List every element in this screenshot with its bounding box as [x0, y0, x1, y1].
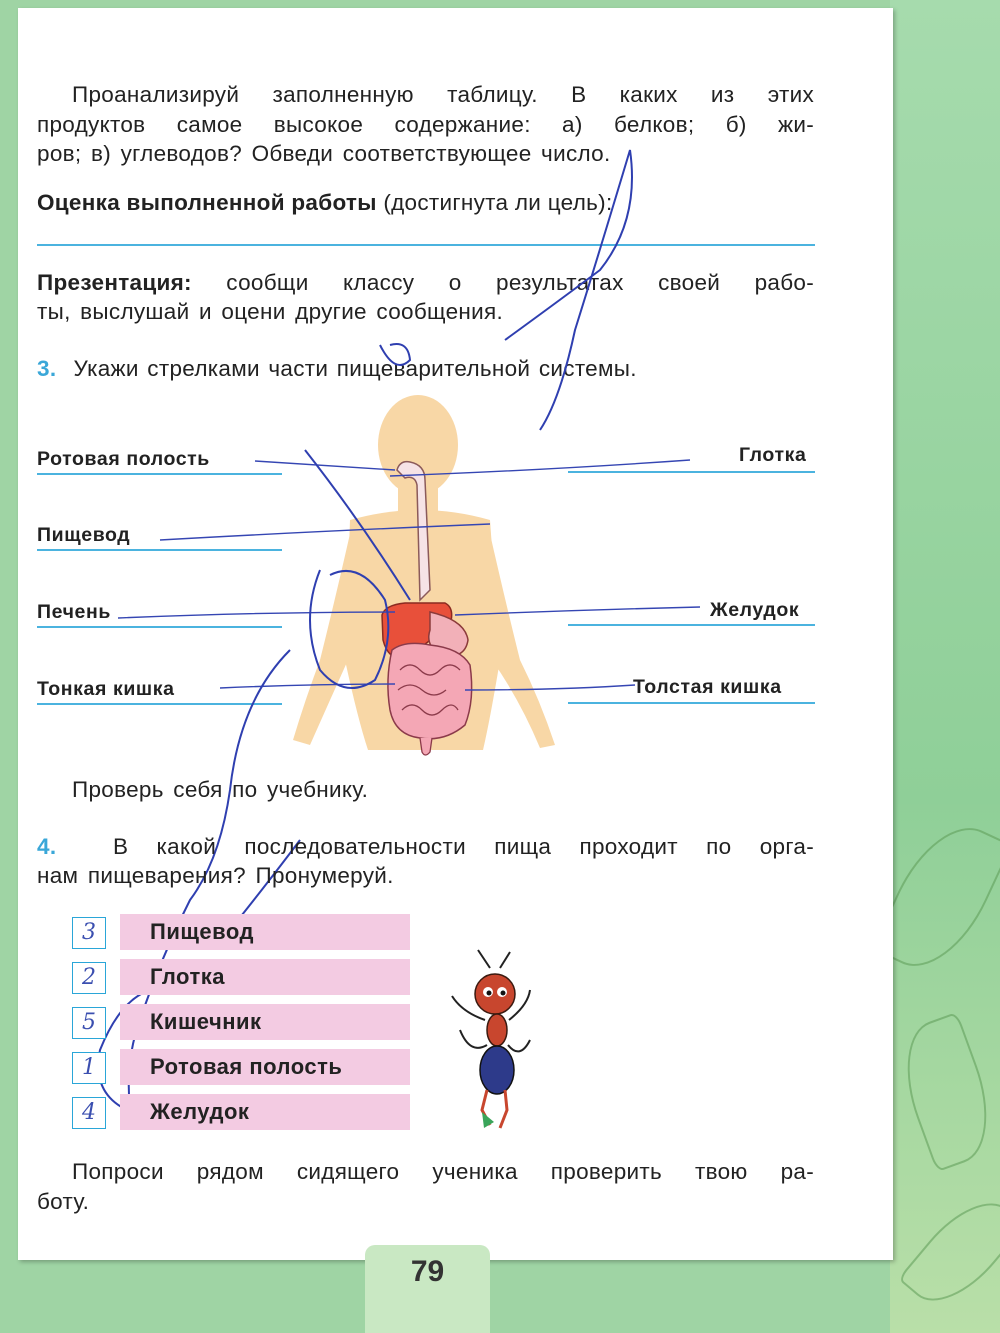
option-label: Желудок: [150, 1099, 250, 1124]
presentation-label: Презентация:: [37, 270, 192, 295]
intro-line-1: Проанализируй заполненную таблицу. В каких из этих: [72, 82, 814, 107]
handwritten-answer: 5: [82, 1010, 96, 1035]
presentation-line-2: ты, выслушай и оцени другие сообщения.: [37, 299, 504, 324]
closing-line-1: Попроси рядом сидящего ученика проверить твою ра-: [72, 1159, 814, 1184]
task4-line-1: [37, 832, 814, 861]
handwritten-answer: 3: [82, 920, 96, 945]
number-box[interactable]: [72, 962, 106, 994]
task4-line-2: нам пищеварения? Пронумеруй.: [37, 863, 394, 888]
label-pharynx: Глотка: [739, 444, 807, 466]
label-stomach: Желудок: [710, 599, 800, 621]
number-box[interactable]: [72, 1052, 106, 1084]
check-note: Проверь себя по учебнику.: [72, 777, 369, 802]
intestines-shape: [388, 643, 472, 738]
number-box[interactable]: [72, 1097, 106, 1129]
closing-line-2: боту.: [37, 1189, 90, 1214]
intro-line-2: продуктов самое высокое содержание: а) белков; б) жи-: [37, 112, 814, 137]
task4-text: В какой последовательности пища проходит по орга-: [112, 834, 814, 859]
label-esophagus: Пищевод: [37, 524, 131, 546]
label-liver: Печень: [37, 601, 111, 623]
handwritten-answer: 4: [82, 1100, 96, 1125]
task3-number: 3.: [37, 356, 57, 381]
option-label: Глотка: [150, 964, 225, 989]
option-label: Ротовая полость: [150, 1054, 343, 1079]
ant-mascot: [452, 950, 530, 1128]
evaluation-text: (достигнута ли цель):: [376, 190, 613, 215]
handwritten-answer: 2: [82, 965, 96, 990]
label-large-intestine: Толстая кишка: [633, 676, 782, 698]
evaluation-label: Оценка выполненной работы: [37, 190, 377, 215]
option-label: Кишечник: [150, 1009, 262, 1034]
label-oral-cavity: Ротовая полость: [37, 448, 210, 470]
option-label: Пищевод: [150, 919, 254, 944]
task3-text: Укажи стрелками части пищеварительной системы.: [73, 356, 637, 381]
handwritten-answer: 1: [82, 1055, 96, 1080]
page-number: 79: [410, 1255, 445, 1288]
number-box[interactable]: [72, 1007, 106, 1039]
presentation-text: сообщи классу о результатах своей рабо-: [191, 270, 814, 295]
task4-number: 4.: [37, 834, 57, 859]
number-box[interactable]: [72, 917, 106, 949]
label-small-intestine: Тонкая кишка: [37, 678, 175, 700]
intro-line-3: ров; в) углеводов? Обведи соответствующее число.: [37, 141, 611, 166]
